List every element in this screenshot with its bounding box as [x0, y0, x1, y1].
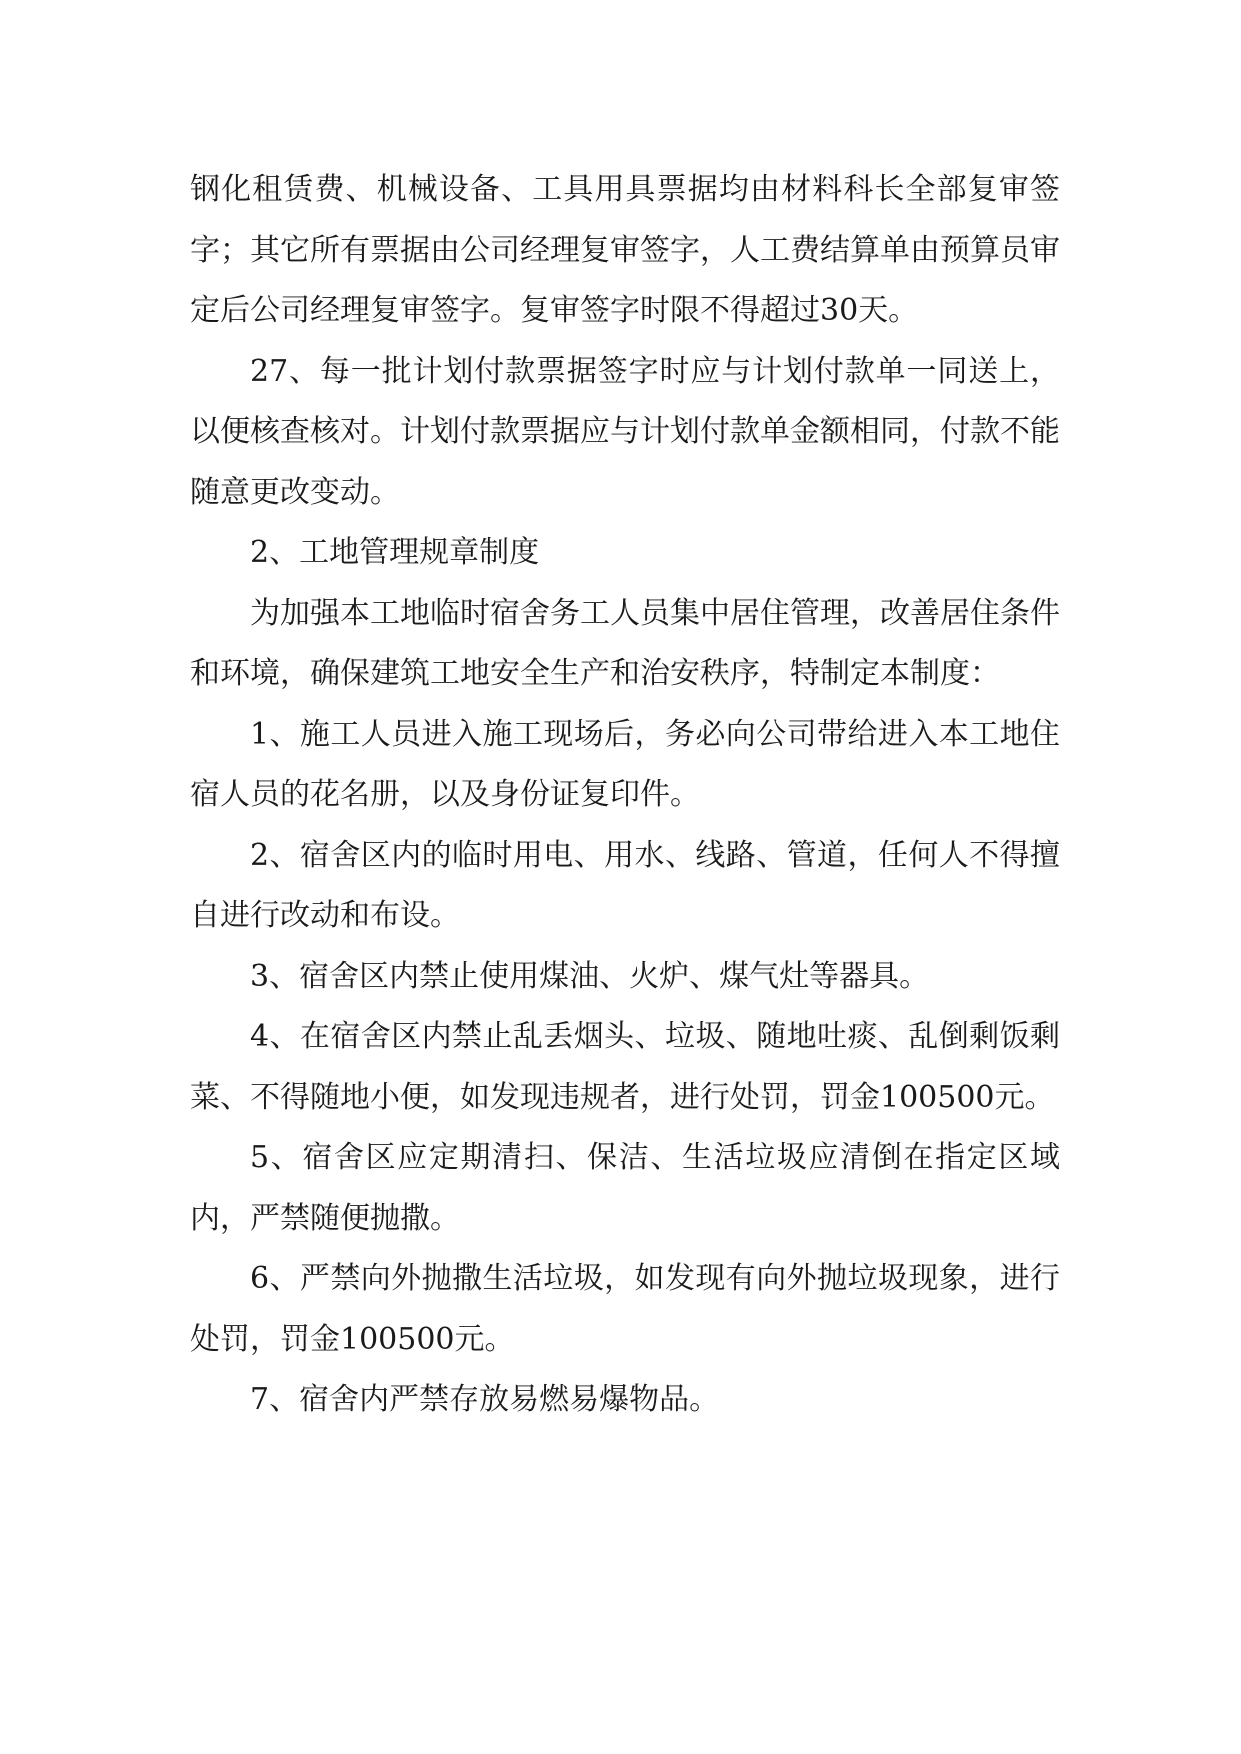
section-heading: 2、工地管理规章制度	[250, 535, 540, 570]
rule-item-5: 5、宿舍区应定期清扫、保洁、生活垃圾应清倒在指定区域内，严禁随便抛撒。	[190, 1140, 1060, 1236]
paragraph-continuation: 钢化租赁费、机械设备、工具用具票据均由材料科长全部复审签字；其它所有票据由公司经理复审签字，人工费结算单由预算员审定后公司经理复审签字。复审签字时限不得超过30天。	[190, 172, 1060, 328]
rule-item-7: 7、宿舍内严禁存放易燃易爆物品。	[250, 1382, 720, 1417]
rule-item-3: 3、宿舍区内禁止使用煤油、火炉、煤气灶等器具。	[250, 958, 930, 994]
rule-item-2: 2、宿舍区内的临时用电、用水、线路、管道，任何人不得擅自进行改动和布设。	[190, 837, 1060, 933]
document-body	[190, 160, 1060, 1431]
rule-item-4: 4、在宿舍区内禁止乱丢烟头、垃圾、随地吐痰、乱倒剩饭剩菜、不得随地小便，如发现违规者，进行处罚，罚金100500元。	[190, 1019, 1060, 1115]
rule-item-1: 1、施工人员进入施工现场后，务必向公司带给进入本工地住宿人员的花名册，以及身份证复印件。	[190, 716, 1060, 812]
rule-item-6: 6、严禁向外抛撒生活垃圾，如发现有向外抛垃圾现象，进行处罚，罚金100500元。	[190, 1261, 1060, 1357]
paragraph-item-27: 27、每一批计划付款票据签字时应与计划付款单一同送上，以便核查核对。计划付款票据应与计划付款单金额相同，付款不能随意更改变动。	[190, 353, 1060, 510]
paragraph-intro: 为加强本工地临时宿舍务工人员集中居住管理，改善居住条件和环境，确保建筑工地安全生产和治安秩序，特制定本制度：	[190, 595, 1060, 691]
